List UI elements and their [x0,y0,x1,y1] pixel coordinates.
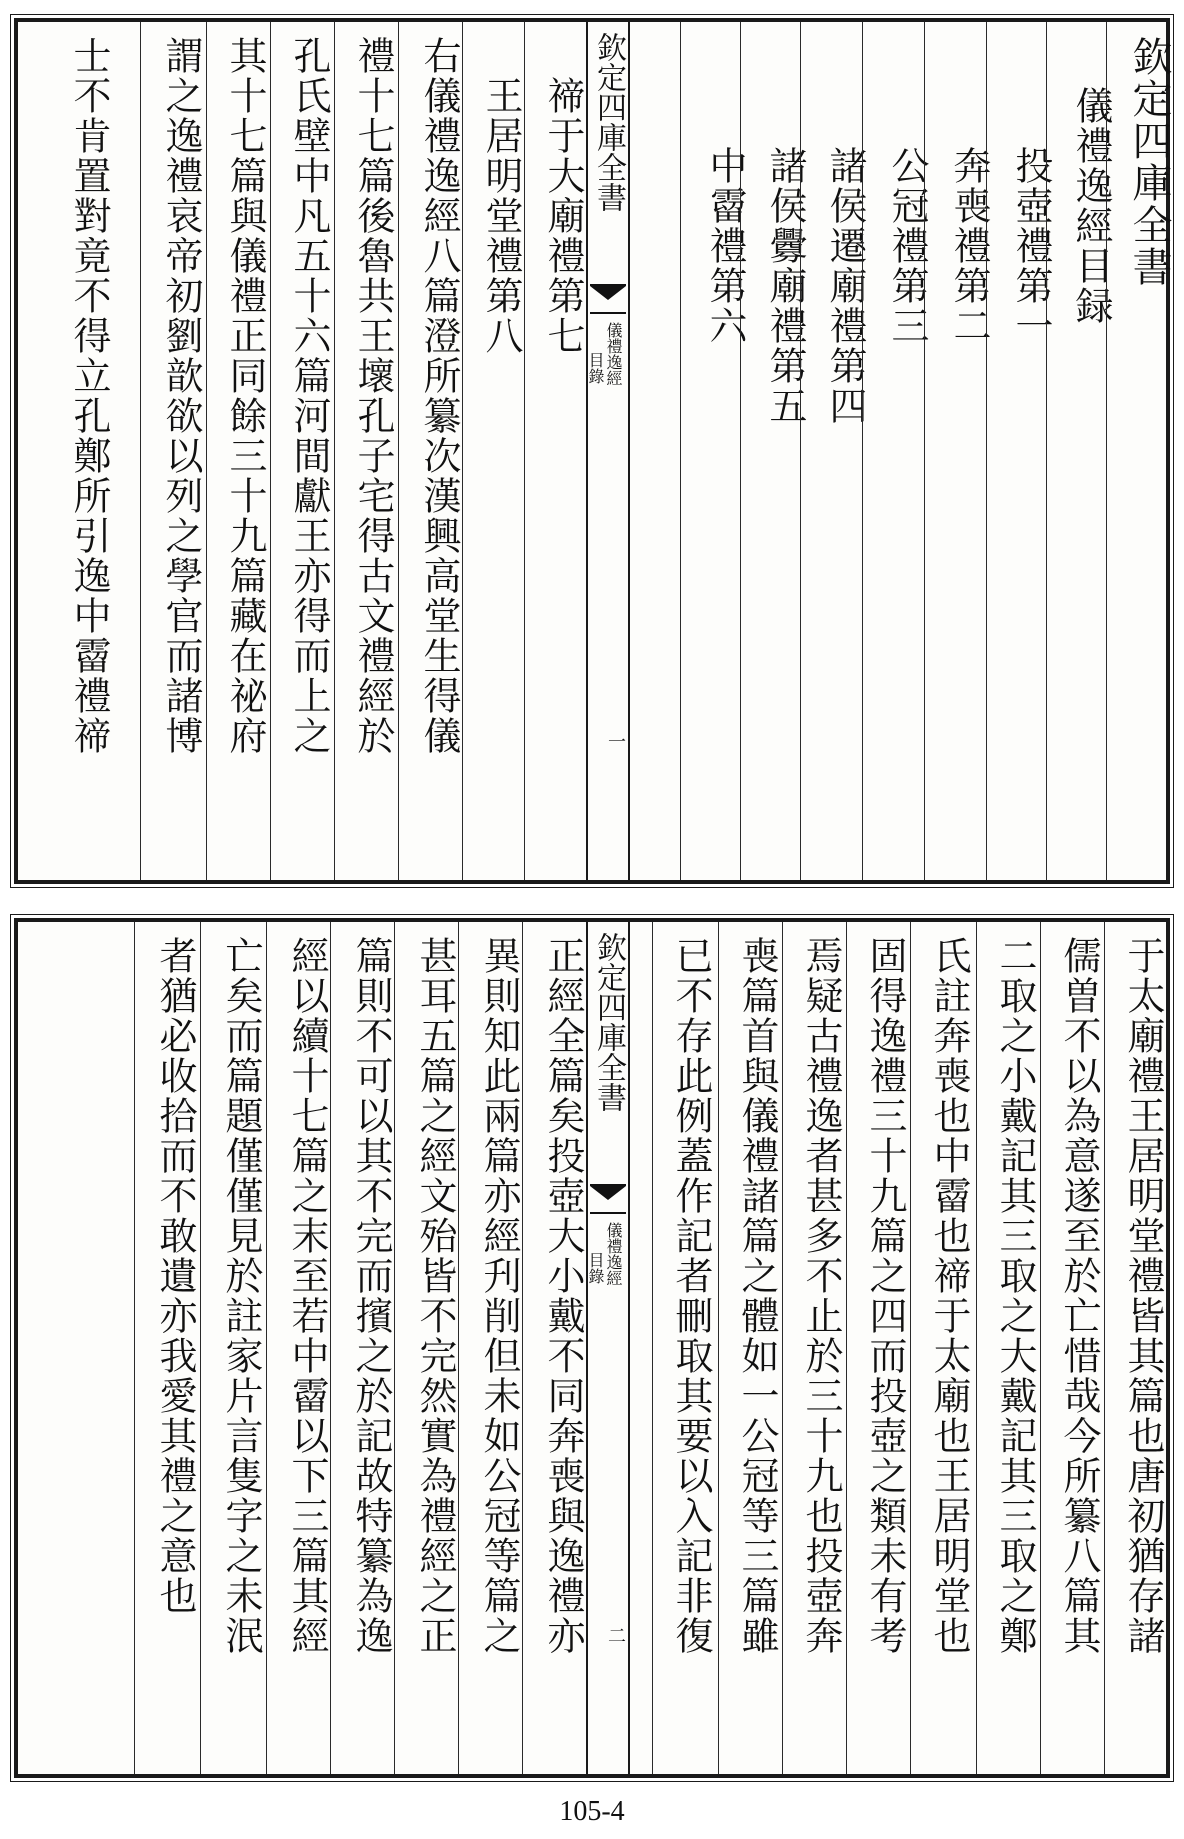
column-rule [1046,22,1047,880]
banner-folio: 二 [605,1626,626,1644]
column-rule [910,922,911,1774]
banner-subtitle: 儀禮逸經 [604,322,623,386]
catalog-entry-2: 奔喪禮第二 [947,146,991,346]
column-rule [1104,922,1105,1774]
column-rule [334,22,335,880]
text-column: 謂之逸禮哀帝初劉歆欲以列之學官而諸博 [159,36,203,756]
text-column: 喪篇首與儀禮諸篇之體如一公冠等三篇雖 [735,936,779,1656]
column-rule [800,22,801,880]
column-rule [522,922,523,1774]
catalog-entry-7: 禘于大廟禮第七 [541,76,585,356]
column-rule [782,922,783,1774]
column-rule [200,922,201,1774]
text-column: 儒曽不以為意遂至於亡惜哉今所纂八篇其 [1057,936,1101,1656]
lower-page [14,918,1170,1778]
text-column: 篇則不可以其不完而擯之於記故特纂為逸 [349,936,393,1656]
column-rule [524,22,525,880]
catalog-entry-4: 諸侯遷廟禮第四 [823,146,867,426]
banner-section: 目錄 [586,352,605,384]
column-rule [134,922,135,1774]
text-column: 異則知此兩篇亦經刋削但未如公冠等篇之 [477,936,521,1656]
column-rule [458,922,459,1774]
column-rule [740,22,741,880]
text-column: 經以續十七篇之末至若中霤以下三篇其經 [285,936,329,1656]
column-rule [652,922,653,1774]
column-rule [718,922,719,1774]
column-rule [462,22,463,880]
column-rule [330,922,331,1774]
banner-section: 目錄 [586,1252,605,1284]
text-column: 二取之小戴記其三取之大戴記其三取之鄭 [993,936,1037,1656]
text-column: 禮十七篇後魯共王壞孔子宅得古文禮經於 [351,36,395,756]
column-rule [206,22,207,880]
column-rule [398,22,399,880]
text-column: 亡矣而篇題僅僅見於註家片言隻字之未泯 [219,936,263,1656]
text-column: 右儀禮逸經八篇澄所纂次漢興高堂生得儀 [417,36,461,756]
column-rule [394,922,395,1774]
column-rule [140,22,141,880]
banner-title: 欽定四庫全書 [591,932,626,1112]
column-rule [862,22,863,880]
banner-folio: 一 [605,732,626,750]
text-column: 氏註奔喪也中霤也禘于太廟也王居明堂也 [927,936,971,1656]
column-rule [924,22,925,880]
upper-page [14,18,1170,884]
catalog-entry-1: 投壺禮第一 [1009,146,1053,346]
text-column: 甚耳五篇之經文殆皆不完然實為禮經之正 [413,936,457,1656]
column-rule [1040,922,1041,1774]
column-rule [976,922,977,1774]
text-column: 士不肯置對竟不得立孔鄭所引逸中霤禮禘 [67,36,111,756]
text-column: 孔氏壁中凡五十六篇河間獻王亦得而上之 [287,36,331,756]
banner-title: 欽定四庫全書 [591,32,626,212]
book-title-column: 欽定四庫全書 [1126,36,1172,288]
column-rule [986,22,987,880]
catalog-entry-8: 王居明堂禮第八 [479,76,523,356]
text-column: 焉疑古禮逸者甚多不止於三十九也投壺奔 [799,936,843,1656]
text-column: 已不存此例蓋作記者刪取其要以入記非復 [669,936,713,1656]
text-column: 者猶必收拾而不敢遺亦我愛其禮之意也 [153,936,197,1616]
column-rule [266,922,267,1774]
text-column: 于太廟禮王居明堂禮皆其篇也唐初猶存諸 [1121,936,1165,1656]
catalog-entry-6: 中霤禮第六 [703,146,747,346]
page-number: 105-4 [559,1796,625,1827]
catalog-title-column: 儀禮逸經目録 [1069,86,1113,326]
catalog-entry-5: 諸侯釁廟禮第五 [763,146,807,426]
column-rule [1106,22,1107,880]
column-rule [846,922,847,1774]
column-rule [680,22,681,880]
catalog-entry-3: 公冠禮第三 [885,146,929,346]
text-column: 正經全篇矣投壺大小戴不同奔喪與逸禮亦 [541,936,585,1656]
text-column: 其十七篇與儀禮正同餘三十九篇藏在祕府 [223,36,267,756]
column-rule [270,22,271,880]
banner-subtitle: 儀禮逸經 [604,1222,623,1286]
text-column: 固得逸禮三十九篇之四而投壺之類未有考 [863,936,907,1656]
